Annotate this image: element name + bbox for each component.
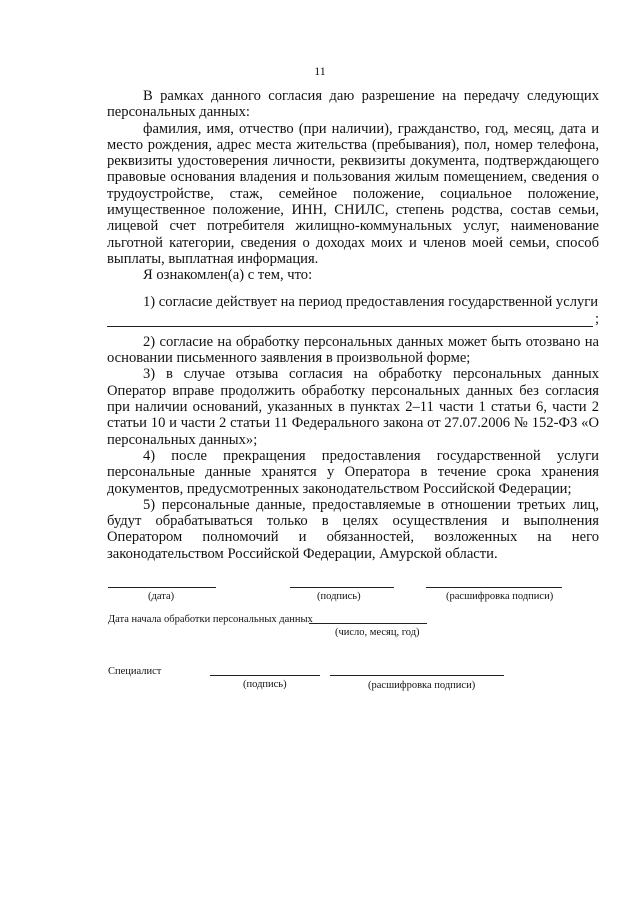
name-line [426,587,562,588]
specialist-name-line [330,675,504,676]
intro-paragraph: В рамках данного согласия даю разрешение на передачу следующих персональных данных: [107,88,599,121]
specialist-name-caption: (расшифровка подписи) [368,680,476,691]
item-1: 1) согласие действует на период предоставления государственной услуги [143,293,599,310]
page-number: 11 [314,64,326,78]
processing-start-label: Дата начала обработки персональных данных [108,614,313,625]
date-caption: (дата) [148,591,175,602]
processing-start-caption: (число, месяц, год) [335,627,420,638]
consent-text [107,88,599,562]
item-5: 5) персональные данные, предоставляемые в отношении третьих лиц, будут обрабатываться только в целях осуществления и выполнения Оператором полномочий и обязанностей, возложенных на него законодательством Российской Федерации, Амурской области. [107,496,599,562]
item-4: 4) после прекращения предоставления государственной услуги персональные данные хранятся у Оператора в течение срока хранения документов, предусмотренных законодательством Российской Федерации; [107,447,599,497]
processing-start-line [309,623,427,624]
name-caption: (расшифровка подписи) [446,591,554,602]
data-list-paragraph: фамилия, имя, отчество (при наличии), гражданство, год, месяц, дата и место рождения, адрес места жительства (пребывания), пол, номер телефона, реквизиты удостоверения личности, реквизиты документа, подтверждающего правовые основания владения и пользования жилым помещением, сведения о трудоустройстве, стаж, семейное положение, социальное положение, имущественное положение, ИНН, СНИЛС, степень родства, состав семьи, лицевой счет потребителя жилищно-коммунальных услуг, наименование льготной категории, сведения о доходах моих и членов моей семьи, способ выплаты, выплатная информация. [107,120,599,267]
specialist-signature-line [210,675,320,676]
signature-caption: (подпись) [317,591,361,602]
specialist-signature-caption: (подпись) [243,679,287,690]
signature-line [290,587,394,588]
acknowledged-paragraph: Я ознакомлен(а) с тем, что: [143,267,313,284]
specialist-label: Специалист [108,666,162,677]
item-2: 2) согласие на обработку персональных данных может быть отозвано на основании письменного заявления в произвольной форме; [107,333,599,367]
service-period-blank [107,314,593,327]
date-line [108,587,216,588]
item-1-fill-line [107,310,599,327]
item-3: 3) в случае отзыва согласия на обработку персональных данных Оператор вправе продолжить обработку персональных данных без согласия при наличии оснований, указанных в пунктах 2–11 части 1 статьи 6, части 2 статьи 10 и части 2 статьи 11 Федерального закона от 27.07.2006 № 152-ФЗ «О персональных данных»; [107,366,599,448]
item-1-end: ; [594,310,599,327]
